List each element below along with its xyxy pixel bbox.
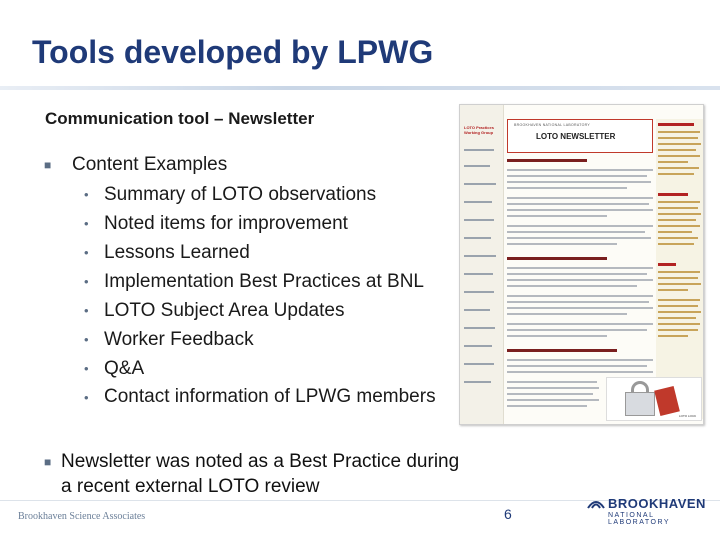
square-bullet-icon: ■: [44, 158, 52, 172]
lock-caption: LOTO LOCK: [679, 414, 697, 418]
dot-bullet-icon: •: [84, 332, 89, 347]
main-bullet-item: [44, 150, 444, 180]
list-item: • Summary of LOTO observations: [84, 180, 444, 209]
dot-bullet-icon: •: [84, 274, 89, 289]
content-list: [44, 150, 444, 412]
dot-bullet-icon: •: [84, 303, 89, 318]
main-bullet-text: Content Examples: [72, 154, 228, 175]
list-item: • LOTO Subject Area Updates: [84, 296, 444, 325]
list-item: • Contact information of LPWG members: [84, 383, 444, 412]
logo-arc-icon: [586, 494, 606, 510]
dot-bullet-icon: •: [84, 216, 89, 231]
newsletter-sidebar: [460, 105, 504, 424]
list-item: • Lessons Learned: [84, 238, 444, 267]
list-item: • Noted items for improvement: [84, 209, 444, 238]
danger-tag: [654, 386, 680, 416]
list-item: • Q&A: [84, 354, 444, 383]
footer-organization: Brookhaven Science Associates: [18, 511, 146, 522]
page-number: 6: [504, 506, 512, 522]
best-practice-text: Newsletter was noted as a Best Practice during a recent external LOTO review: [61, 451, 460, 497]
logo-wordmark: BROOKHAVEN: [608, 496, 706, 511]
best-practice-note: [44, 449, 464, 499]
newsletter-sidebar-title: LOTO Practices Working Group: [464, 125, 494, 135]
title-divider: [0, 86, 720, 90]
newsletter-right-column: [656, 119, 704, 419]
dot-bullet-icon: •: [84, 361, 89, 376]
dot-bullet-icon: •: [84, 187, 89, 202]
slide-title: Tools developed by LPWG: [32, 34, 434, 70]
square-bullet-icon: ■: [44, 455, 52, 469]
newsletter-lab-name: BROOKHAVEN NATIONAL LABORATORY: [514, 123, 591, 127]
padlock-image: [606, 377, 702, 421]
dot-bullet-icon: •: [84, 390, 89, 405]
newsletter-title: LOTO NEWSLETTER: [536, 132, 616, 141]
brookhaven-logo: [586, 494, 704, 524]
newsletter-header: [507, 119, 653, 153]
list-item: • Implementation Best Practices at BNL: [84, 267, 444, 296]
list-item: • Worker Feedback: [84, 325, 444, 354]
newsletter-thumbnail: [459, 104, 704, 425]
padlock-body: [625, 392, 655, 416]
sub-bullet-list: [84, 180, 444, 412]
section-subtitle: Communication tool – Newsletter: [45, 109, 315, 128]
logo-subtitle: NATIONAL LABORATORY: [608, 512, 671, 526]
dot-bullet-icon: •: [84, 245, 89, 260]
